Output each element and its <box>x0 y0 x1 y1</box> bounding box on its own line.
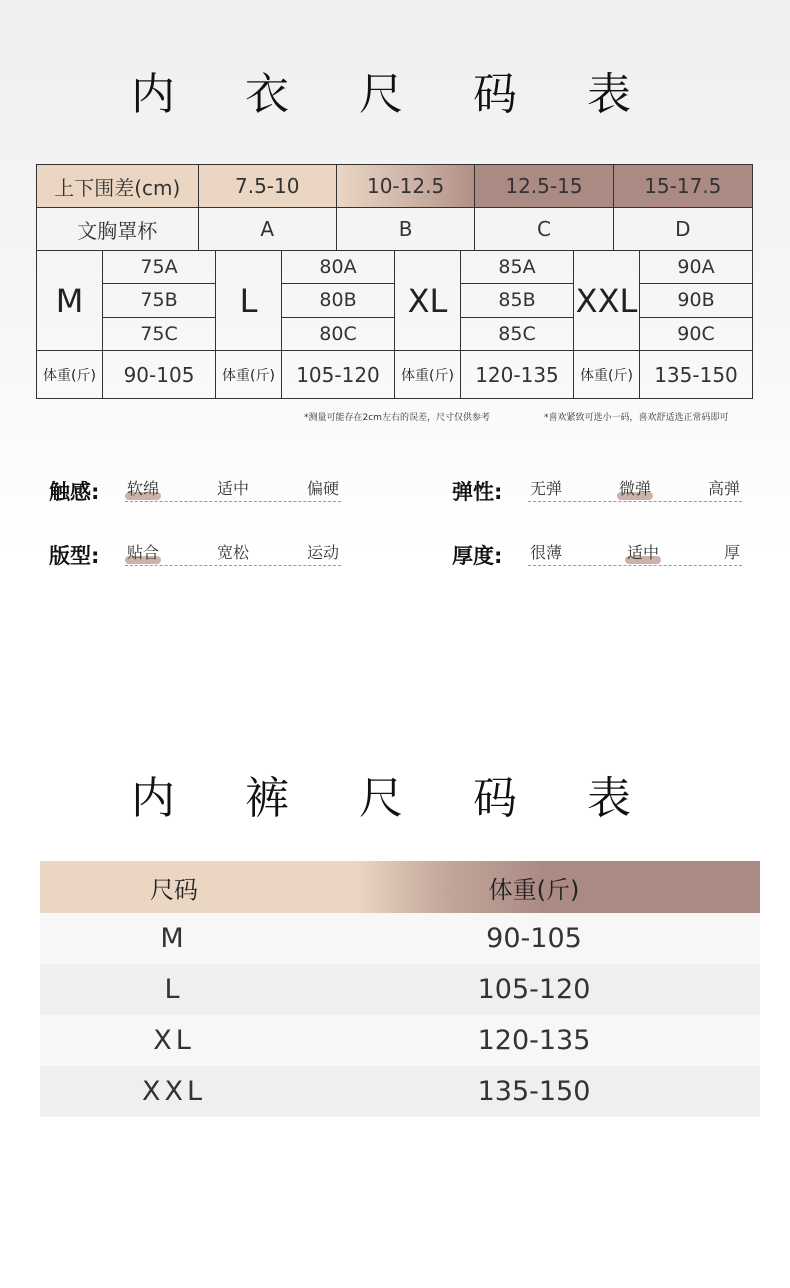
size-letter: XL <box>395 251 461 350</box>
attribute-option: 宽松 <box>216 543 249 562</box>
band-size: 90B <box>640 284 752 317</box>
weight-cell: 90-105 <box>486 923 582 954</box>
band-size: 85A <box>461 251 573 284</box>
band-difference-value: 10-12.5 <box>337 165 475 207</box>
band-size: 80B <box>282 284 394 317</box>
weight-label: 体重(斤) <box>395 351 461 398</box>
band-size: 90C <box>677 322 715 345</box>
weight-value: 105-120 <box>296 362 380 387</box>
band-difference-value: 7.5-10 <box>199 165 337 207</box>
table-row <box>40 1015 760 1066</box>
bra-size-table <box>36 164 753 399</box>
weight-cell: 135-150 <box>477 1076 591 1107</box>
brief-size-chart-title: 内 裤 尺 码 表 <box>131 773 659 824</box>
band-size: 80C <box>319 322 357 345</box>
size-cell: XL <box>153 1025 195 1056</box>
attribute-label: 触感: <box>49 480 100 504</box>
size-cell: L <box>164 974 184 1005</box>
attribute-option: 运动 <box>306 543 339 562</box>
weight-value: 120-135 <box>475 362 559 387</box>
brief-table-header <box>40 861 760 913</box>
size-group-l <box>216 251 395 398</box>
cup-value: A <box>199 208 337 250</box>
cup-label: 文胸罩杯 <box>37 208 199 250</box>
weight-label: 体重(斤) <box>37 351 103 398</box>
size-groups <box>36 250 753 399</box>
brief-table-body <box>40 913 760 1117</box>
measurement-note: *测量可能存在2cm左右的误差，尺寸仅供参考 <box>304 413 490 423</box>
attribute-label: 版型: <box>49 544 100 568</box>
attribute-thickness <box>452 540 742 570</box>
size-letter: L <box>216 251 282 350</box>
attribute-option: 高弹 <box>707 479 740 498</box>
size-group-xl <box>395 251 574 398</box>
size-cell: M <box>160 923 188 954</box>
weight-cell: 105-120 <box>477 974 591 1005</box>
band-size: 90A <box>640 251 752 284</box>
attribute-fit <box>49 540 341 570</box>
cup-value: C <box>475 208 613 250</box>
band-size: 80A <box>282 251 394 284</box>
band-size: 85B <box>461 284 573 317</box>
attribute-option: 适中 <box>216 479 249 498</box>
band-size: 75C <box>140 322 178 345</box>
table-row <box>40 964 760 1015</box>
attribute-label: 厚度: <box>452 544 503 568</box>
size-letter: XXL <box>574 251 640 350</box>
header-weight: 体重(斤) <box>488 875 580 904</box>
weight-label: 体重(斤) <box>574 351 640 398</box>
table-row <box>40 913 760 964</box>
band-size: 85C <box>498 322 536 345</box>
weight-value: 90-105 <box>123 362 195 387</box>
size-group-m <box>37 251 216 398</box>
attribute-option-selected: 软绵 <box>127 476 159 499</box>
attribute-option: 无弹 <box>530 479 563 498</box>
header-size: 尺码 <box>150 875 198 904</box>
attribute-option-selected: 贴合 <box>127 540 159 563</box>
band-difference-label: 上下围差(cm) <box>37 165 199 207</box>
size-group-xxl <box>574 251 752 398</box>
size-cell: XXL <box>141 1076 207 1107</box>
cup-value: D <box>675 217 691 241</box>
attribute-option: 偏硬 <box>306 479 339 498</box>
weight-value: 135-150 <box>654 362 738 387</box>
fit-note: *喜欢紧致可选小一码，喜欢舒适选正常码即可 <box>544 413 729 423</box>
attribute-option-selected: 微弹 <box>619 476 651 499</box>
brief-size-table <box>40 861 760 1117</box>
band-difference-value: 15-17.5 <box>614 165 752 207</box>
band-size: 75B <box>103 284 215 317</box>
size-letter: M <box>37 251 103 350</box>
attribute-label: 弹性: <box>452 480 503 504</box>
attribute-elasticity <box>452 476 742 506</box>
cup-row <box>36 207 753 250</box>
band-difference-row <box>36 164 753 207</box>
attribute-feel <box>49 476 341 506</box>
attribute-option-selected: 适中 <box>627 540 659 563</box>
band-difference-value: 12.5-15 <box>475 165 613 207</box>
band-size: 75A <box>103 251 215 284</box>
weight-cell: 120-135 <box>477 1025 591 1056</box>
table-row <box>40 1066 760 1117</box>
weight-label: 体重(斤) <box>216 351 282 398</box>
attribute-option: 厚 <box>723 543 740 562</box>
bra-size-chart-title: 内 衣 尺 码 表 <box>131 69 659 120</box>
attribute-option: 很薄 <box>530 543 563 562</box>
cup-value: B <box>337 208 475 250</box>
